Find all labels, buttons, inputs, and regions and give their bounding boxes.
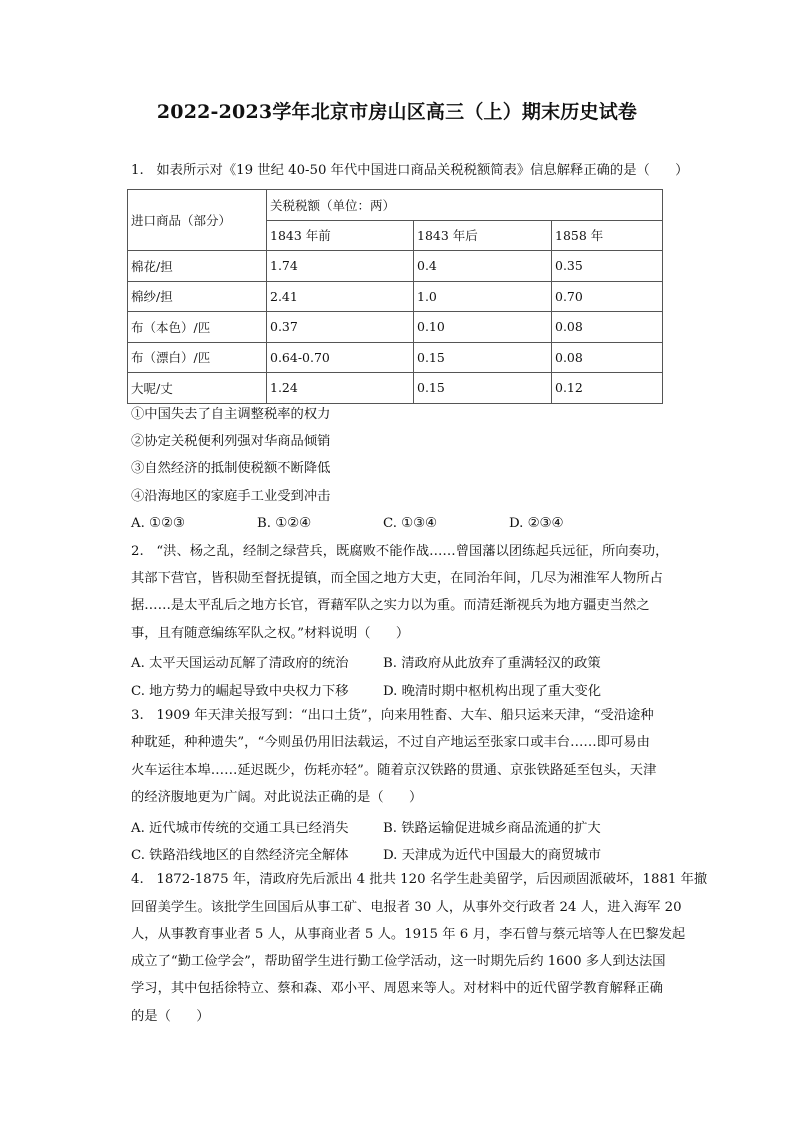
q4-line: 人，从事教育事业者 5 人，从事商业者 5 人。1915 年 6 月，李石曾与蔡元培等人在巴黎发起 <box>131 927 686 942</box>
q2-option-c[interactable]: C. 地方势力的崛起导致中央权力下移 <box>131 684 349 699</box>
q3-line: 种耽延，种种遗失”，“今则虽仍用旧法载运，不过自产地运至张家口或丰台……即可易由 <box>131 735 650 750</box>
q3-line: 的经济腹地更为广阔。对此说法正确的是（ ） <box>131 790 423 805</box>
table-cell: 2.41 <box>267 281 414 312</box>
table-cell: 0.08 <box>552 312 663 343</box>
table-row <box>128 251 663 282</box>
table-cell: 布（漂白）/匹 <box>128 342 267 373</box>
q2-line: 2. “洪、杨之乱，经制之绿营兵，既腐败不能作战……曾国藩以团练起兵远征，所向奏功， <box>131 544 669 559</box>
q1-statement-3: ③自然经济的抵制使税额不断降低 <box>131 461 331 476</box>
table-cell: 0.12 <box>552 373 663 404</box>
q2-option-a[interactable]: A. 太平天国运动瓦解了清政府的统治 <box>131 656 349 671</box>
q4-line: 4. 1872-1875 年，清政府先后派出 4 批共 120 名学生赴美留学，后因顽固派破坏，1881 年撤 <box>131 872 708 887</box>
q1-option-a[interactable]: A. ①②③ <box>131 516 185 531</box>
q2-option-d[interactable]: D. 晚清时期中枢机构出现了重大变化 <box>383 684 602 699</box>
q3-option-a[interactable]: A. 近代城市传统的交通工具已经消失 <box>131 821 349 836</box>
q3-line: 3. 1909 年天津关报写到：“出口土货”，向来用牲畜、大车、船只运来天津，“受沿途种 <box>131 708 654 723</box>
q3-option-b[interactable]: B. 铁路运输促进城乡商品流通的扩大 <box>383 821 601 836</box>
table-header-year: 1858 年 <box>552 220 663 251</box>
table-cell: 0.10 <box>414 312 552 343</box>
q4-line: 学习，其中包括徐特立、蔡和森、邓小平、周恩来等人。对材料中的近代留学教育解释正确 <box>131 981 663 996</box>
table-row <box>128 281 663 312</box>
tariff-table <box>127 189 663 404</box>
q1-stem: 1. 如表所示对《19 世纪 40-50 年代中国进口商品关税税额简表》信息解释正确的是（ ） <box>131 163 689 178</box>
table-cell: 0.15 <box>414 342 552 373</box>
q1-option-c[interactable]: C. ①③④ <box>383 516 437 531</box>
table-cell: 1.74 <box>267 251 414 282</box>
table-row <box>128 342 663 373</box>
q1-statement-4: ④沿海地区的家庭手工业受到冲击 <box>131 489 331 504</box>
q2-line: 其部下营官，皆积勋至督抚提镇，而全国之地方大吏，在同治年间，几尽为湘淮军人物所占 <box>131 571 663 586</box>
q4-line: 成立了“勤工俭学会”，帮助留学生进行勤工俭学活动，这一时期先后约 1600 多人到达法国 <box>131 954 666 969</box>
table-header-tax: 关税税额（单位：两） <box>267 190 663 221</box>
q2-option-b[interactable]: B. 清政府从此放弃了重满轻汉的政策 <box>383 656 601 671</box>
q2-line: 据……是太平乱后之地方长官，胥藉军队之实力以为重。而清廷渐视兵为地方疆吏当然之 <box>131 598 650 613</box>
q3-option-c[interactable]: C. 铁路沿线地区的自然经济完全解体 <box>131 848 349 863</box>
table-cell: 0.35 <box>552 251 663 282</box>
q2-line: 事，且有随意编练军队之权。”材料说明（ ） <box>131 626 410 641</box>
page-title: 2022-2023学年北京市房山区高三（上）期末历史试卷 <box>156 101 638 123</box>
table-cell: 0.08 <box>552 342 663 373</box>
table-cell: 棉花/担 <box>128 251 267 282</box>
table-row <box>128 373 663 404</box>
q4-line: 回留美学生。该批学生回国后从事工矿、电报者 30 人，从事外交行政者 24 人，进入海军 20 <box>131 900 682 915</box>
q1-statement-1: ①中国失去了自主调整税率的权力 <box>131 407 331 422</box>
table-cell: 1.0 <box>414 281 552 312</box>
q1-option-b[interactable]: B. ①②④ <box>257 516 311 531</box>
table-cell: 0.4 <box>414 251 552 282</box>
q1-statement-2: ②协定关税便利列强对华商品倾销 <box>131 434 331 449</box>
table-header-year: 1843 年后 <box>414 220 552 251</box>
q1-option-d[interactable]: D. ②③④ <box>509 516 564 531</box>
q3-line: 火车运往本埠……延迟既少，伤耗亦轻”。随着京汉铁路的贯通、京张铁路延至包头，天津 <box>131 763 657 778</box>
table-cell: 布（本色）/匹 <box>128 312 267 343</box>
table-cell: 0.15 <box>414 373 552 404</box>
table-cell: 大呢/丈 <box>128 373 267 404</box>
table-cell: 棉纱/担 <box>128 281 267 312</box>
table-row <box>128 312 663 343</box>
q3-option-d[interactable]: D. 天津成为近代中国最大的商贸城市 <box>383 848 602 863</box>
table-header-year: 1843 年前 <box>267 220 414 251</box>
table-cell: 0.37 <box>267 312 414 343</box>
table-cell: 0.64-0.70 <box>267 342 414 373</box>
table-cell: 0.70 <box>552 281 663 312</box>
table-header-goods: 进口商品（部分） <box>128 190 267 251</box>
table-cell: 1.24 <box>267 373 414 404</box>
q4-line: 的是（ ） <box>131 1009 210 1024</box>
